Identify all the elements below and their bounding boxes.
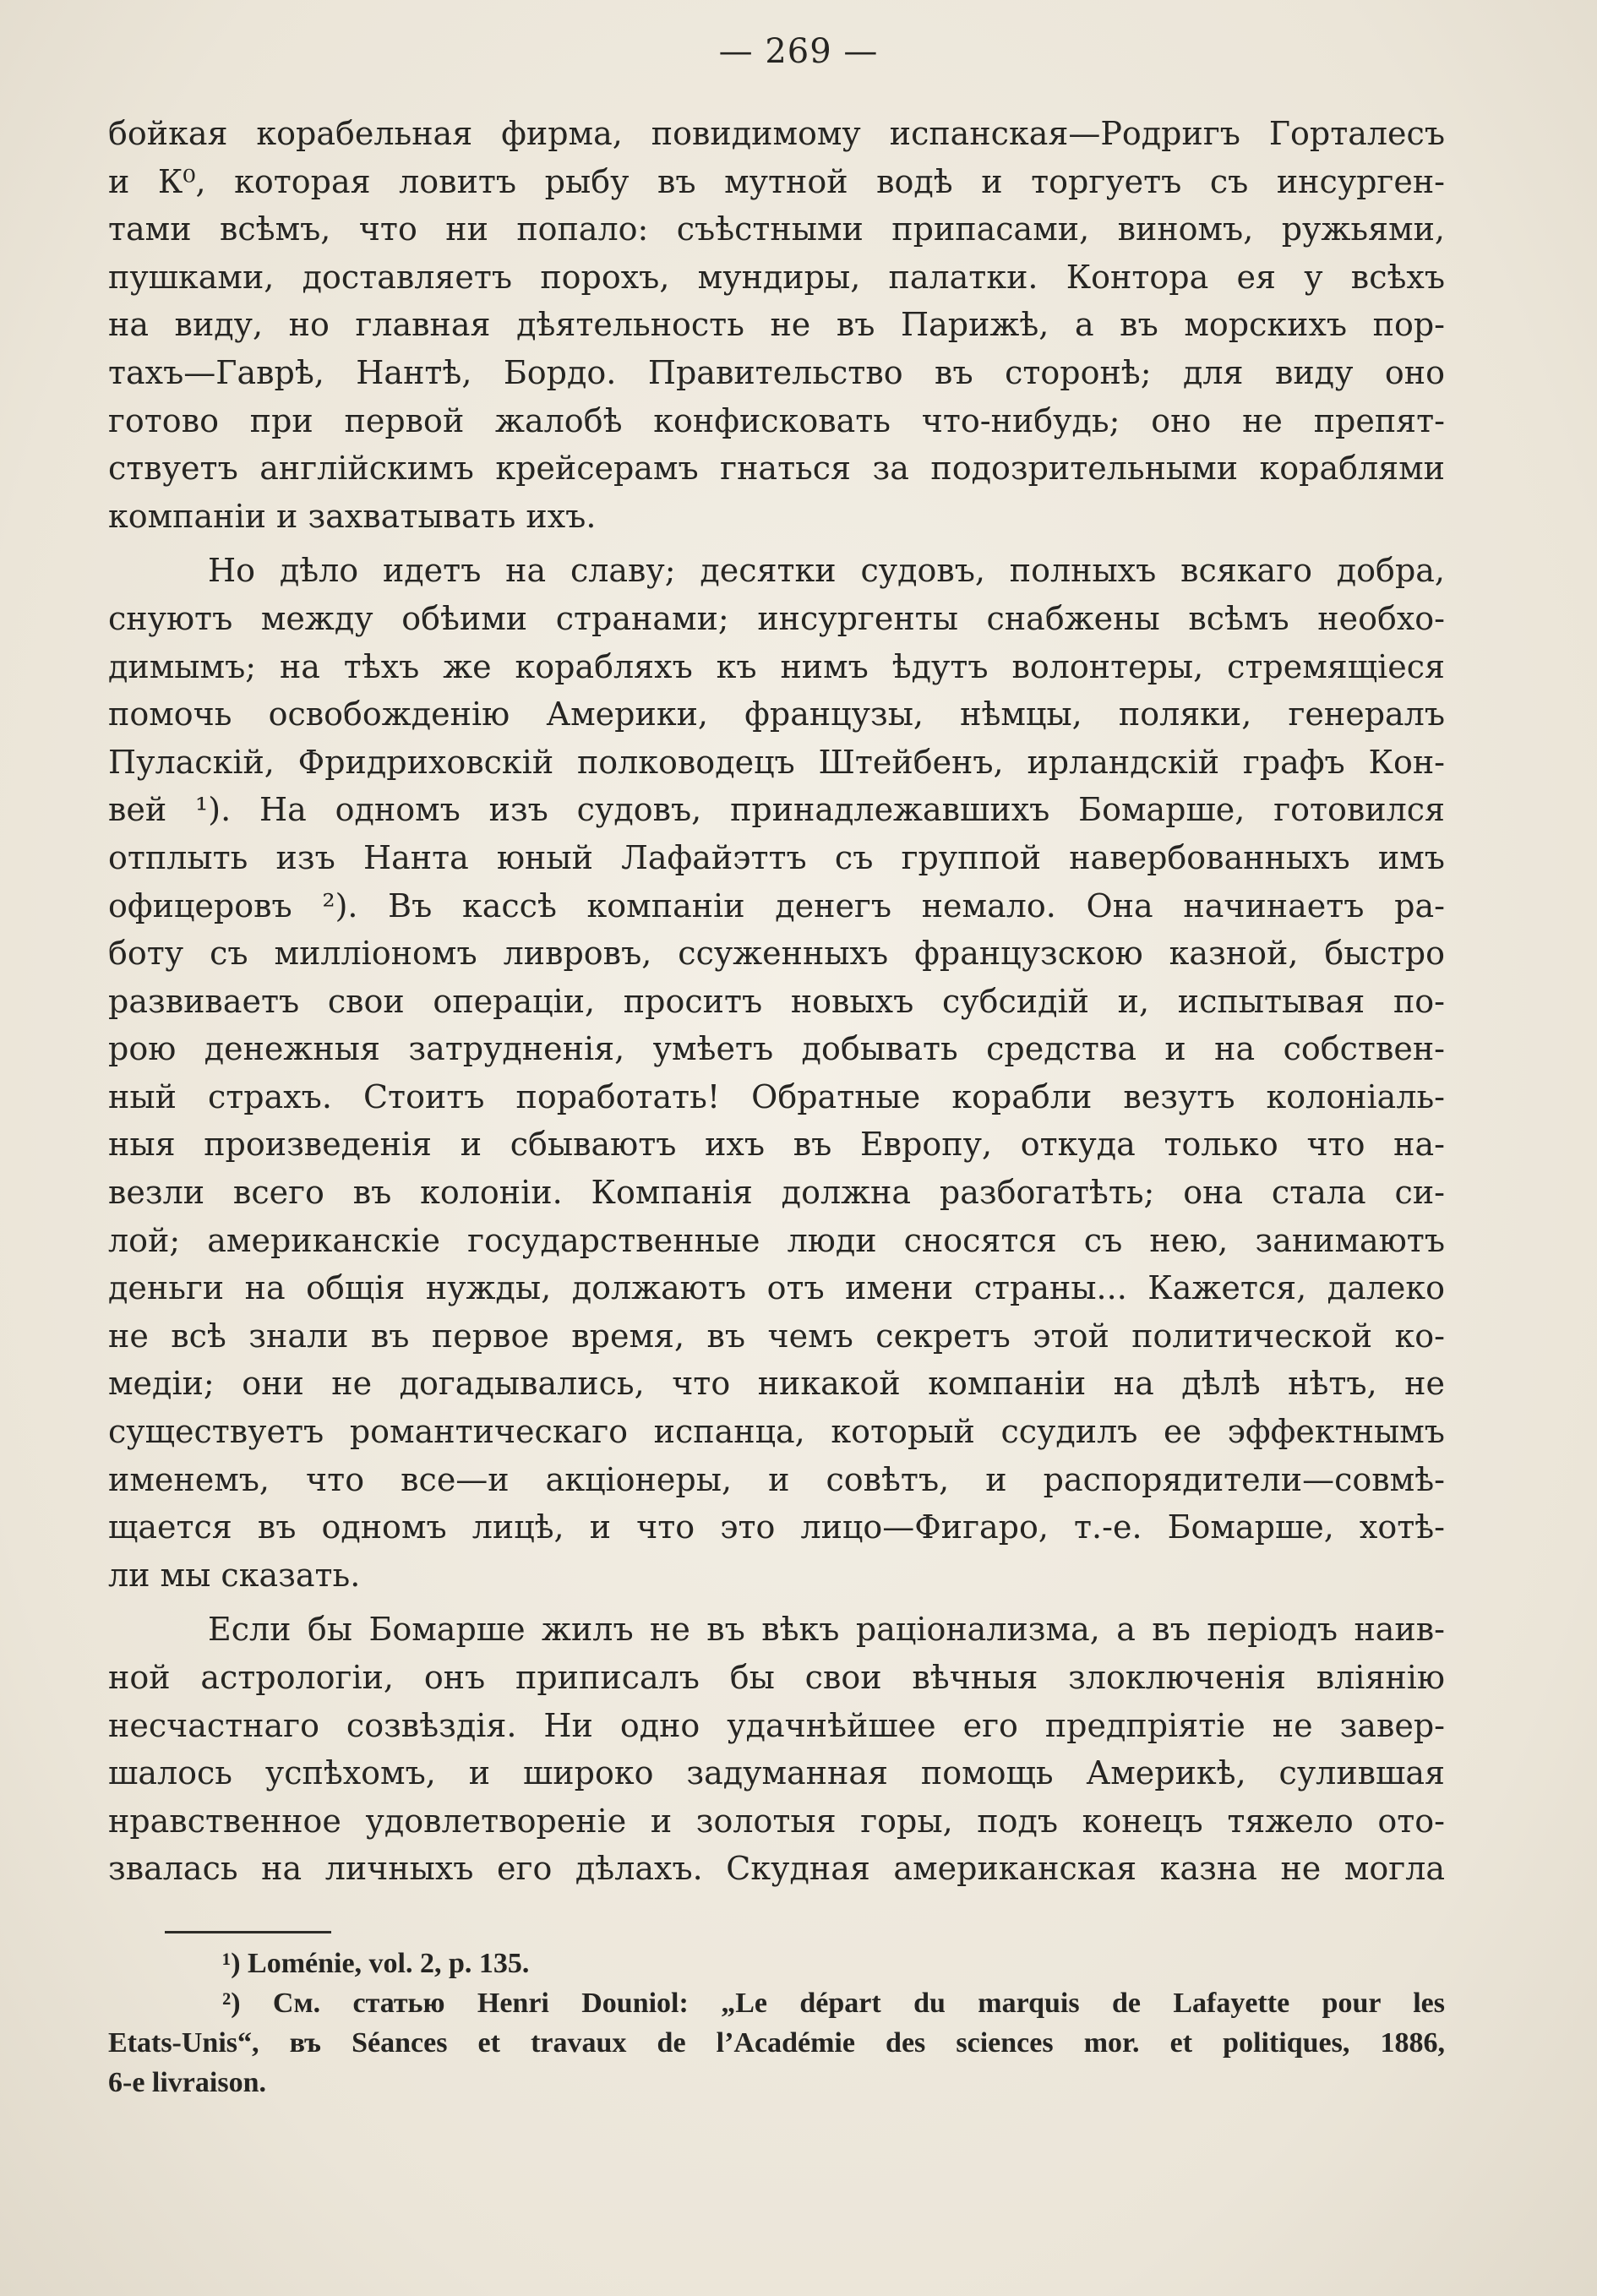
text-line: ствуетъ англійскимъ крейсерамъ гнаться за подозрительными кораблями — [108, 450, 1445, 488]
text-line: отплыть изъ Нанта юный Лафайэттъ съ группой навербованныхъ имъ — [108, 838, 1445, 876]
text-line: существуетъ романтическаго испанца, который ссудилъ ее эффектнымъ — [108, 1413, 1445, 1451]
paragraph-gap — [108, 1599, 1445, 1606]
text-line: Но дѣло идетъ на славу; десятки судовъ, полныхъ всякаго добра, — [208, 552, 1445, 590]
text-line: боту съ милліономъ ливровъ, ссуженныхъ французскою казной, быстро — [108, 935, 1445, 973]
text-line: и К⁰, которая ловитъ рыбу въ мутной водѣ и торгуетъ съ инсурген- — [108, 162, 1445, 200]
text-line: тахъ—Гаврѣ, Нантѣ, Бордо. Правительство въ сторонѣ; для виду оно — [108, 353, 1445, 391]
text-line: на виду, но главная дѣятельность не въ Парижѣ, а въ морскихъ пор- — [108, 306, 1445, 344]
page-number: — 269 — — [718, 32, 879, 71]
paragraph — [108, 1606, 1445, 1893]
text-line: бойкая корабельная фирма, повидимому испанская—Родригъ Горталесъ — [108, 115, 1445, 152]
footnotes — [108, 1944, 1445, 2102]
footnote-line: ¹) Loménie, vol. 2, p. 135. — [222, 1948, 530, 1979]
text-line: помочь освобожденію Америки, французы, нѣмцы, поляки, генералъ — [108, 695, 1445, 734]
footnote-line: ²) См. статью Henri Douniol: „Le départ du marquis de Lafayette pour les — [222, 1988, 1445, 2019]
text-line: везли всего въ колоніи. Компанія должна разбогатѣть; она стала си- — [108, 1174, 1445, 1212]
text-line: несчастнаго созвѣздія. Ни одно удачнѣйшее его предпріятіе не завер- — [108, 1706, 1445, 1744]
text-line: рою денежныя затрудненія, умѣетъ добывать средства и на собствен- — [108, 1030, 1445, 1068]
text-line: ныя произведенія и сбываютъ ихъ въ Европу, откуда только что на- — [108, 1126, 1445, 1164]
text-line: шалось успѣхомъ, и широко задуманная помощь Америкѣ, сулившая — [108, 1754, 1445, 1792]
text-line: тами всѣмъ, что ни попало: съѣстными припасами, виномъ, ружьями, — [108, 210, 1445, 248]
body-text — [108, 110, 1445, 1893]
text-line: димымъ; на тѣхъ же корабляхъ къ нимъ ѣдутъ волонтеры, стремящіеся — [108, 647, 1445, 685]
text-line: офицеровъ ²). Въ кассѣ компаніи денегъ немало. Она начинаетъ ра- — [108, 886, 1445, 924]
text-line: щается въ одномъ лицѣ, и что это лицо—Фигаро, т.-е. Бомарше, хотѣ- — [108, 1508, 1445, 1546]
text-line: не всѣ знали въ первое время, въ чемъ секретъ этой политической ко- — [108, 1317, 1445, 1355]
text-line: медіи; они не догадывались, что никакой компаніи на дѣлѣ нѣтъ, не — [108, 1365, 1445, 1403]
text-line: деньги на общія нужды, должаютъ отъ имени страны... Кажется, далеко — [108, 1269, 1445, 1307]
text-line: лой; американскіе государственные люди сносятся съ нею, занимаютъ — [108, 1221, 1445, 1259]
text-line: Пуласкій, Фридриховскій полководецъ Штейбенъ, ирландскій графъ Кон- — [108, 743, 1445, 781]
text-line: именемъ, что все—и акціонеры, и совѣтъ, и распорядители—совмѣ- — [108, 1460, 1445, 1498]
footnote-line: 6-e livraison. — [108, 2067, 266, 2098]
text-line: ной астрологіи, онъ приписалъ бы свои вѣчныя злоключенія вліянію — [108, 1659, 1445, 1696]
text-line: компаніи и захватывать ихъ. — [108, 497, 597, 535]
text-line: нравственное удовлетвореніе и золотыя горы, подъ конецъ тяжело ото- — [108, 1802, 1445, 1840]
text-line: готово при первой жалобѣ конфисковать что-нибудь; оно не препят- — [108, 401, 1445, 439]
paragraph — [108, 547, 1445, 1599]
text-line: Если бы Бомарше жилъ не въ вѣкъ раціонализма, а въ періодъ наив- — [208, 1611, 1445, 1649]
text-line: ный страхъ. Стоитъ поработать! Обратные корабли везутъ колоніаль- — [108, 1077, 1445, 1115]
text-line: вей ¹). На одномъ изъ судовъ, принадлежавшихъ Бомарше, готовился — [108, 791, 1445, 829]
text-line: звалась на личныхъ его дѣлахъ. Скудная американская казна не могла — [108, 1850, 1445, 1888]
text-line: снуютъ между обѣими странами; инсургенты снабжены всѣмъ необхо- — [108, 599, 1445, 637]
paragraph-gap — [108, 540, 1445, 547]
text-line: пушками, доставляетъ порохъ, мундиры, палатки. Контора ея у всѣхъ — [108, 258, 1445, 296]
footnote-line: Etats-Unis“, въ Séances et travaux de l’Académie des sciences mor. et politiques, 1886, — [108, 2027, 1445, 2059]
paragraph — [108, 110, 1445, 540]
text-line: ли мы сказать. — [108, 1556, 361, 1594]
text-line: развиваетъ свои операціи, проситъ новыхъ субсидій и, испытывая по- — [108, 982, 1445, 1020]
footnote-separator — [165, 1931, 331, 1933]
